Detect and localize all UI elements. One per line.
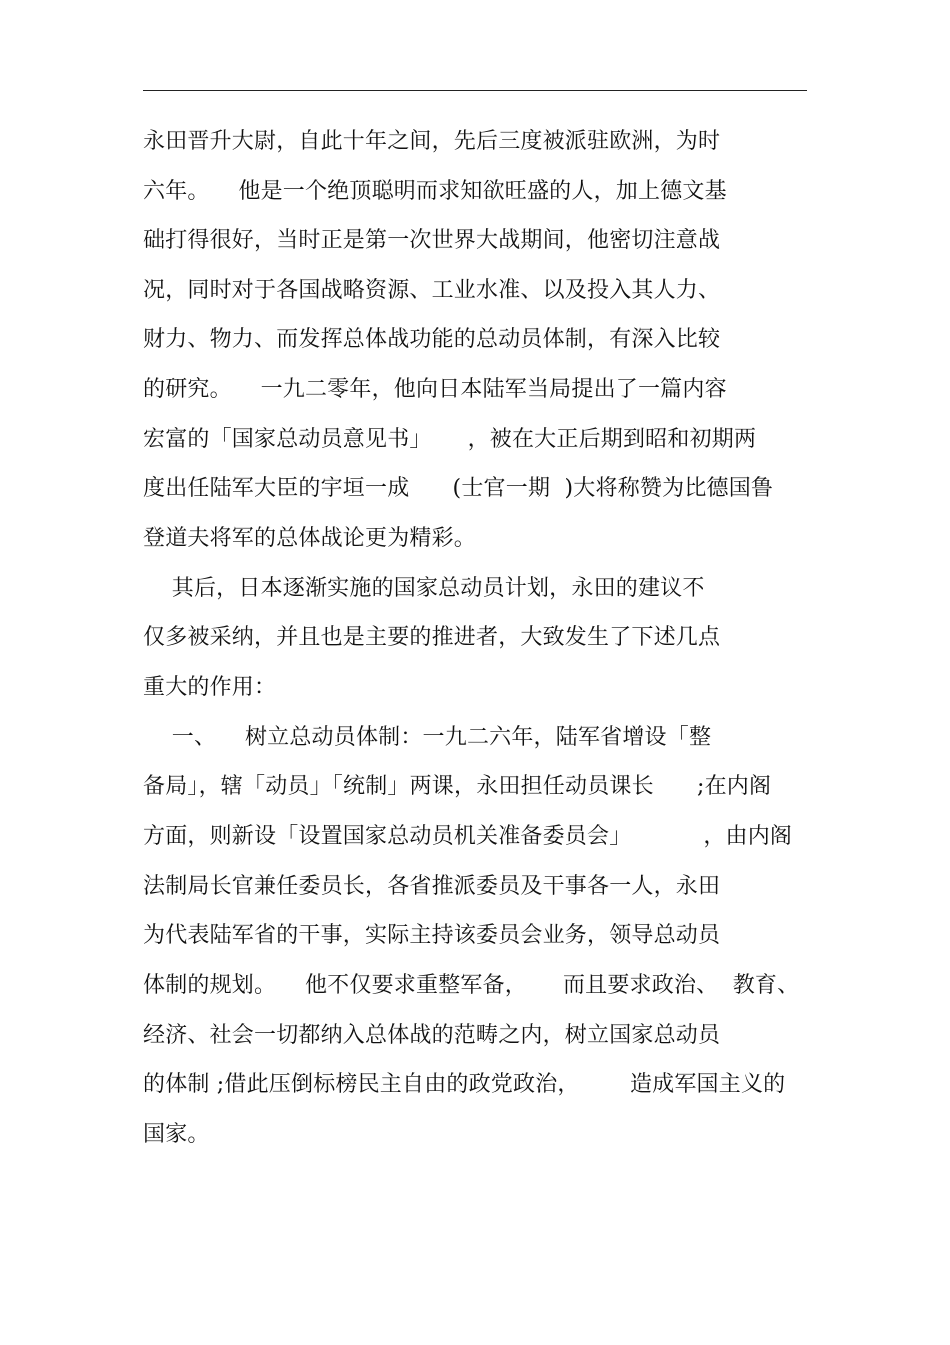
text-line: 况，同时对于各国战略资源、工业水准、以及投入其人力、 [143, 278, 721, 303]
text-line: 为代表陆军省的干事，实际主持该委员会业务，领导总动员 [143, 923, 721, 948]
text-line: 国家。 [143, 1122, 210, 1147]
text-line: 仅多被采纳，并且也是主要的推进者，大致发生了下述几点 [143, 625, 721, 650]
text-line: 方面，则新设「设置国家总动员机关准备委员会」 ，由内阁 [143, 824, 793, 849]
text-line: 登道夫将军的总体战论更为精彩。 [143, 526, 477, 551]
text-line: 度出任陆军大臣的宇垣一成 (士官一期 )大将称赞为比德国鲁 [143, 476, 774, 501]
text-line: 经济、社会一切都纳入总体战的范畴之内，树立国家总动员 [143, 1023, 721, 1048]
text-line: 财力、物力、而发挥总体战功能的总动员体制，有深入比较 [143, 327, 721, 352]
text-line: 体制的规划。 他不仅要求重整军备， 而且要求政治、 教育、 [143, 973, 800, 998]
text-line: 重大的作用： [143, 675, 277, 700]
text-line: 础打得很好，当时正是第一次世界大战期间，他密切注意战 [143, 228, 721, 253]
header-rule [143, 90, 807, 91]
text-line: 其后，日本逐渐实施的国家总动员计划，永田的建议不 [143, 576, 705, 601]
text-line: 宏富的「国家总动员意见书」 ，被在大正后期到昭和初期两 [143, 427, 757, 452]
text-line: 备局」，辖「动员」「统制」两课，永田担任动员课长 ;在内阁 [143, 774, 772, 799]
text-line: 的研究。 一九二零年，他向日本陆军当局提出了一篇内容 [143, 377, 727, 402]
text-line: 六年。 他是一个绝顶聪明而求知欲旺盛的人，加上德文基 [143, 179, 727, 204]
text-line: 法制局长官兼任委员长，各省推派委员及干事各一人，永田 [143, 874, 721, 899]
text-line: 一、 树立总动员体制：一九二六年，陆军省增设「整 [143, 725, 712, 750]
text-line: 永田晋升大尉，自此十年之间，先后三度被派驻欧洲，为时 [143, 129, 721, 154]
text-line: 的体制 ;借此压倒标榜民主自由的政党政治， 造成军国主义的 [143, 1072, 786, 1097]
